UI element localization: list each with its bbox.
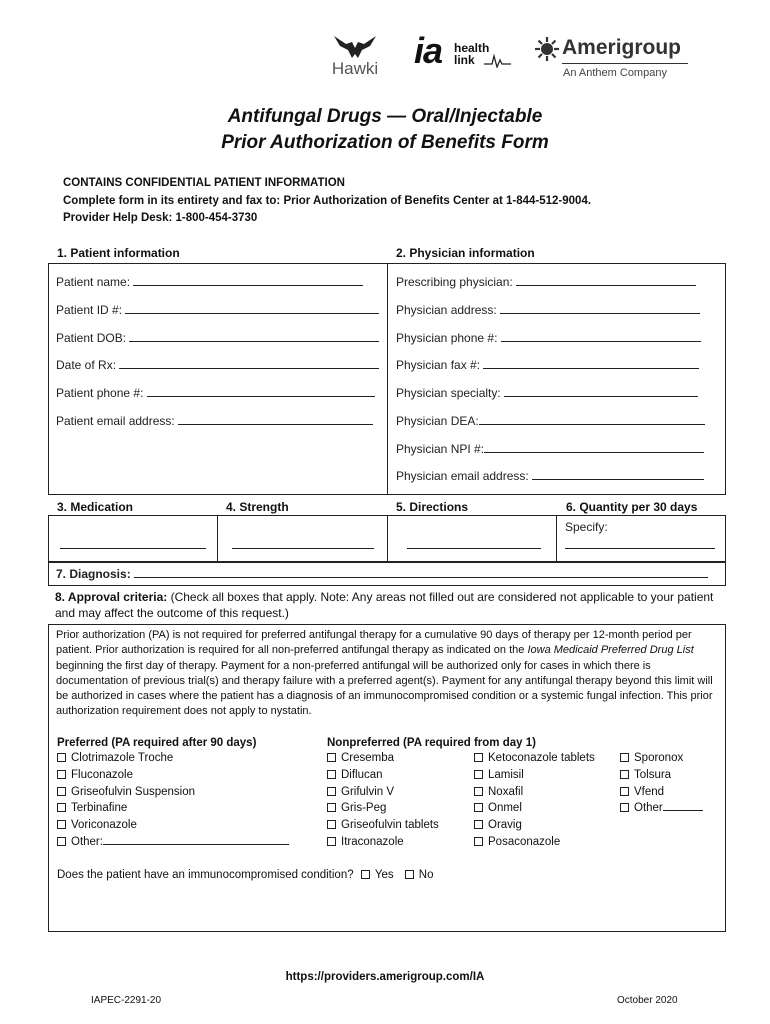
checkbox[interactable] bbox=[327, 803, 336, 812]
patient-info-heading: 1. Patient information bbox=[57, 246, 180, 260]
hawki-logo bbox=[326, 34, 384, 77]
checkbox[interactable] bbox=[327, 837, 336, 846]
amerigroup-divider bbox=[562, 63, 688, 64]
nonpreferred-item[interactable] bbox=[474, 834, 595, 851]
preferred-item[interactable] bbox=[57, 800, 289, 817]
ia-health-link-logo bbox=[414, 30, 514, 76]
confidential-notice bbox=[63, 175, 591, 228]
preferred-item-label: Other: bbox=[71, 835, 103, 848]
ia-wordmark: ia bbox=[414, 30, 443, 71]
strength-input[interactable] bbox=[232, 538, 374, 552]
directions-line[interactable] bbox=[407, 538, 541, 549]
nonpreferred-item[interactable] bbox=[327, 784, 439, 801]
prescribing-physician-label: Prescribing physician: bbox=[396, 275, 513, 289]
other-input-line[interactable] bbox=[103, 834, 289, 845]
checkbox[interactable] bbox=[474, 753, 483, 762]
preferred-item[interactable] bbox=[57, 817, 289, 834]
checkbox[interactable] bbox=[474, 820, 483, 829]
physician-dea-line[interactable] bbox=[479, 414, 705, 425]
amerigroup-tagline: An Anthem Company bbox=[563, 67, 667, 79]
preferred-item-label: Clotrimazole Troche bbox=[71, 752, 174, 764]
nonpreferred-item-label: Griseofulvin tablets bbox=[341, 819, 439, 832]
medication-divider-2 bbox=[387, 515, 388, 562]
physician-fax-label: Physician fax #: bbox=[396, 358, 481, 372]
strength-heading: 4. Strength bbox=[226, 500, 289, 514]
preferred-drug-list-ref: Iowa Medicaid Preferred Drug List bbox=[527, 644, 694, 657]
patient-name-line[interactable] bbox=[133, 275, 363, 286]
patient-phone-label: Patient phone #: bbox=[56, 386, 144, 400]
physician-email-line[interactable] bbox=[532, 469, 704, 480]
checkbox[interactable] bbox=[620, 753, 629, 762]
preferred-item-label: Terbinafine bbox=[71, 802, 128, 815]
patient-id-line[interactable] bbox=[125, 303, 379, 314]
nonpreferred-item-label: Grifulvin V bbox=[341, 785, 395, 798]
nonpreferred-item[interactable] bbox=[474, 800, 595, 817]
patient-name-label: Patient name: bbox=[56, 275, 131, 289]
immunocompromised-label: Does the patient have an immunocompromised condition? bbox=[57, 869, 354, 881]
nonpreferred-item-label: Lamisil bbox=[488, 768, 524, 781]
checkbox[interactable] bbox=[620, 770, 629, 779]
preferred-list bbox=[57, 750, 289, 851]
nonpreferred-item-label: Other bbox=[634, 802, 663, 815]
checkbox[interactable] bbox=[474, 803, 483, 812]
checkbox[interactable] bbox=[327, 787, 336, 796]
yes-label: Yes bbox=[374, 869, 394, 881]
amerigroup-logo bbox=[534, 36, 694, 82]
physician-address-field[interactable] bbox=[396, 303, 700, 317]
pulse-line-icon bbox=[484, 54, 512, 68]
patient-dob-label: Patient DOB: bbox=[56, 331, 127, 345]
checkbox[interactable] bbox=[57, 803, 66, 812]
nonpreferred-item[interactable] bbox=[327, 767, 439, 784]
nonpreferred-item[interactable] bbox=[327, 817, 439, 834]
nonpreferred-item[interactable] bbox=[327, 834, 439, 851]
patient-name-field[interactable] bbox=[56, 275, 363, 289]
checkbox[interactable] bbox=[57, 770, 66, 779]
patient-id-field[interactable] bbox=[56, 303, 379, 317]
checkbox[interactable] bbox=[620, 803, 629, 812]
nonpreferred-list-col1 bbox=[327, 750, 439, 851]
patient-phone-field[interactable] bbox=[56, 386, 375, 400]
nonpreferred-item[interactable] bbox=[327, 750, 439, 767]
prescribing-physician-line[interactable] bbox=[516, 275, 696, 286]
nonpreferred-item[interactable] bbox=[620, 767, 703, 784]
physician-specialty-line[interactable] bbox=[504, 386, 698, 397]
amerigroup-wordmark: Amerigroup bbox=[562, 36, 682, 59]
preferred-item-label: Griseofulvin Suspension bbox=[71, 785, 196, 798]
date-of-rx-label: Date of Rx: bbox=[56, 358, 117, 372]
nonpreferred-item-label: Noxafil bbox=[488, 785, 524, 798]
checkbox[interactable] bbox=[57, 837, 66, 846]
quantity-line[interactable] bbox=[565, 538, 715, 549]
specify-label: Specify: bbox=[565, 520, 608, 534]
nonpreferred-item[interactable] bbox=[474, 817, 595, 834]
checkbox[interactable] bbox=[327, 753, 336, 762]
physician-dea-label: Physician DEA: bbox=[396, 414, 479, 428]
physician-npi-line[interactable] bbox=[484, 442, 704, 453]
nonpreferred-item[interactable] bbox=[327, 800, 439, 817]
checkbox[interactable] bbox=[474, 837, 483, 846]
physician-npi-label: Physician NPI #: bbox=[396, 442, 485, 456]
fax-instructions: Complete form in its entirety and fax to: Prior Authorization of Benefits Center at 1-844-512-9004. bbox=[63, 194, 592, 207]
preferred-item-label: Fluconazole bbox=[71, 768, 134, 781]
no-checkbox[interactable] bbox=[405, 870, 414, 879]
link-word: link bbox=[454, 53, 475, 67]
medication-divider-3 bbox=[556, 515, 557, 562]
medication-divider-1 bbox=[217, 515, 218, 562]
physician-phone-field[interactable] bbox=[396, 331, 701, 345]
quantity-input[interactable] bbox=[565, 538, 715, 552]
form-title bbox=[0, 104, 770, 156]
preferred-item-label: Voriconazole bbox=[71, 819, 137, 832]
medication-line[interactable] bbox=[60, 538, 206, 549]
confidential-heading: CONTAINS CONFIDENTIAL PATIENT INFORMATION bbox=[63, 177, 345, 189]
nonpreferred-item-label: Tolsura bbox=[634, 768, 672, 781]
hawk-bird-icon bbox=[332, 34, 378, 60]
physician-email-label: Physician email address: bbox=[396, 469, 529, 483]
health-word: health bbox=[454, 41, 490, 55]
header-logos bbox=[318, 30, 698, 84]
checkbox[interactable] bbox=[57, 820, 66, 829]
immunocompromised-question bbox=[57, 868, 434, 882]
prescribing-physician-field[interactable] bbox=[396, 275, 696, 289]
physician-info-heading: 2. Physician information bbox=[396, 246, 535, 260]
footer-url[interactable]: https://providers.amerigroup.com/IA bbox=[285, 971, 485, 983]
checkbox[interactable] bbox=[327, 820, 336, 829]
date-of-rx-field[interactable] bbox=[56, 358, 379, 372]
nonpreferred-item-label: Sporonox bbox=[634, 752, 684, 764]
checkbox[interactable] bbox=[620, 787, 629, 796]
physician-address-label: Physician address: bbox=[396, 303, 497, 317]
directions-input[interactable] bbox=[407, 538, 541, 552]
nonpreferred-item-label: Vfend bbox=[634, 785, 665, 798]
preferred-item[interactable] bbox=[57, 784, 289, 801]
other-input-line[interactable] bbox=[663, 800, 703, 811]
physician-npi-field[interactable] bbox=[396, 442, 704, 456]
quantity-heading: 6. Quantity per 30 days bbox=[566, 500, 698, 514]
form-title-line1: Antifungal Drugs — Oral/Injectable bbox=[227, 106, 543, 127]
nonpreferred-item[interactable] bbox=[620, 750, 703, 767]
nonpreferred-item-label: Itraconazole bbox=[341, 835, 404, 848]
checkbox[interactable] bbox=[474, 770, 483, 779]
approval-criteria bbox=[55, 589, 735, 621]
approval-criteria-note: (Check all boxes that apply. Note: Any areas not filled out are considered not applicable to your patient and may affect the outcome of this request.) bbox=[55, 590, 714, 620]
physician-address-line[interactable] bbox=[500, 303, 700, 314]
physician-specialty-field[interactable] bbox=[396, 386, 698, 400]
medication-heading: 3. Medication bbox=[57, 500, 134, 514]
info-box-divider bbox=[387, 263, 388, 495]
preferred-heading: Preferred (PA required after 90 days) bbox=[57, 737, 257, 749]
diagnosis-label: 7. Diagnosis: bbox=[56, 567, 131, 581]
preferred-item[interactable] bbox=[57, 750, 289, 767]
nonpreferred-heading: Nonpreferred (PA required from day 1) bbox=[327, 737, 536, 749]
physician-email-field[interactable] bbox=[396, 469, 704, 483]
nonpreferred-item[interactable] bbox=[474, 767, 595, 784]
prior-auth-text-part2: beginning the first day of therapy. Payment for a non-preferred antifungal will be authorized only for cases in which there is documentation of previous trial(s) and therapy failure with a preferred agent(s). Payment for any antifungal therapy beyond this limit will be authorized in cases where the patient has a diagnosis of an immunocompromised condition or a systemic fungal infection. This prior authorization requirement does not apply to nystatin. bbox=[56, 659, 713, 718]
nonpreferred-item-label: Ketoconazole tablets bbox=[488, 752, 595, 764]
physician-phone-line[interactable] bbox=[501, 331, 701, 342]
form-code: IAPEC-2291-20 bbox=[91, 995, 162, 1006]
checkbox[interactable] bbox=[474, 787, 483, 796]
physician-dea-field[interactable] bbox=[396, 414, 705, 428]
amerigroup-burst-icon bbox=[534, 36, 560, 62]
nonpreferred-item-label: Cresemba bbox=[341, 752, 395, 764]
diagnosis-field[interactable] bbox=[56, 567, 708, 581]
nonpreferred-item-other[interactable] bbox=[620, 800, 703, 817]
form-title-line2: Prior Authorization of Benefits Form bbox=[221, 132, 549, 153]
nonpreferred-item[interactable] bbox=[474, 784, 595, 801]
nonpreferred-item-label: Onmel bbox=[488, 802, 522, 815]
checkbox[interactable] bbox=[327, 770, 336, 779]
help-desk: Provider Help Desk: 1-800-454-3730 bbox=[63, 212, 258, 224]
patient-email-field[interactable] bbox=[56, 414, 373, 428]
nonpreferred-item-label: Diflucan bbox=[341, 768, 383, 781]
physician-specialty-label: Physician specialty: bbox=[396, 386, 501, 400]
nonpreferred-item-label: Oravig bbox=[488, 819, 522, 832]
patient-dob-line[interactable] bbox=[129, 331, 379, 342]
patient-dob-field[interactable] bbox=[56, 331, 379, 345]
physician-fax-line[interactable] bbox=[483, 358, 699, 369]
checkbox[interactable] bbox=[57, 787, 66, 796]
nonpreferred-item[interactable] bbox=[620, 784, 703, 801]
yes-checkbox[interactable] bbox=[361, 870, 370, 879]
medication-input[interactable] bbox=[60, 538, 206, 552]
hawki-wordmark: Hawki bbox=[331, 59, 379, 78]
physician-phone-label: Physician phone #: bbox=[396, 331, 498, 345]
diagnosis-line[interactable] bbox=[134, 567, 708, 578]
patient-phone-line[interactable] bbox=[147, 386, 375, 397]
nonpreferred-list-col2 bbox=[474, 750, 595, 851]
nonpreferred-list-col3 bbox=[620, 750, 703, 817]
prior-auth-text bbox=[56, 628, 722, 720]
no-label: No bbox=[418, 869, 434, 881]
form-date: October 2020 bbox=[617, 995, 678, 1006]
nonpreferred-item-label: Posaconazole bbox=[488, 835, 561, 848]
patient-id-label: Patient ID #: bbox=[56, 303, 123, 317]
patient-email-line[interactable] bbox=[178, 414, 373, 425]
checkbox[interactable] bbox=[57, 753, 66, 762]
physician-fax-field[interactable] bbox=[396, 358, 699, 372]
nonpreferred-item[interactable] bbox=[474, 750, 595, 767]
preferred-item-other[interactable] bbox=[57, 834, 289, 851]
strength-line[interactable] bbox=[232, 538, 374, 549]
approval-criteria-label: 8. Approval criteria: bbox=[55, 590, 168, 604]
preferred-item[interactable] bbox=[57, 767, 289, 784]
date-of-rx-line[interactable] bbox=[119, 358, 379, 369]
directions-heading: 5. Directions bbox=[396, 500, 469, 514]
prior-auth-text-part1: Prior authorization (PA) is not required for preferred antifungal therapy for a cumulative 90 days of therapy per 12-month period per patient. Prior authorization is required for all non-preferred antifungal therapy as indicated on the bbox=[56, 629, 692, 657]
nonpreferred-item-label: Gris-Peg bbox=[341, 802, 387, 815]
patient-email-label: Patient email address: bbox=[56, 414, 175, 428]
